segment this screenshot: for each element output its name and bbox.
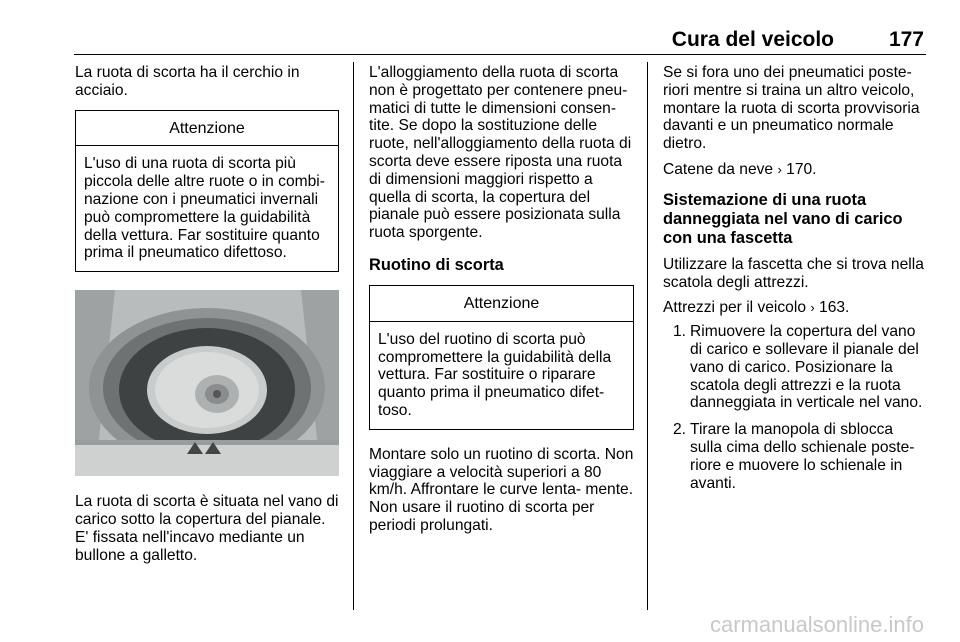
list-item: [663, 421, 928, 492]
column-1: [75, 64, 339, 564]
housing-paragraph: L'alloggiamento della ruota di scorta non è progettato per contenere pneu- matici di tutte le dimensioni consen- tite. Se dopo la sostituzione delle ruote, nell'alloggiamento della ruota di scorta deve essere riposta una ruota di dimensioni maggiori rispetto a quella di scorta, la copertura del pianale può essere posizionata sulla ruota sporgente.: [369, 64, 632, 242]
subheading-ruotino: Ruotino di scorta: [369, 255, 504, 274]
tools-text: Attrezzi per il veicolo: [663, 299, 806, 317]
column-3: [663, 64, 928, 501]
steps-list: [663, 323, 928, 492]
header-rule: [74, 54, 926, 55]
warning-title: Attenzione: [76, 111, 338, 147]
header-title: Cura del veicolo: [671, 28, 834, 51]
step-text: Tirare la manopola di sblocca sulla cima dello schienale poste- riore e muovere lo schienale in avanti.: [690, 421, 915, 492]
reference-arrow-icon: ›: [810, 300, 815, 316]
list-item: [663, 323, 928, 412]
tools-reference: [663, 299, 928, 317]
page-header: [74, 28, 924, 50]
chains-text: Catene da neve: [663, 160, 774, 178]
page-number: 177: [888, 28, 924, 51]
column-divider: [647, 62, 648, 610]
intro-paragraph: La ruota di scorta ha il cerchio in acciaio.: [75, 64, 300, 99]
chains-page-link[interactable]: 170.: [786, 160, 817, 178]
column-2: [369, 64, 634, 535]
column-divider: [353, 62, 354, 610]
step-number: 1.: [673, 323, 687, 341]
ruotino-paragraph: Montare solo un ruotino di scorta. Non viaggiare a velocità superiori a 80 km/h. Affrontare le curve lenta- mente. Non usare il ruotino di scorta per periodi prolungati.: [369, 445, 634, 534]
chains-reference: [663, 161, 928, 179]
warning-box: [369, 285, 634, 430]
tools-page-link[interactable]: 163.: [819, 299, 850, 317]
reference-arrow-icon: ›: [777, 161, 782, 177]
watermark: carmanualsonline.info: [709, 612, 924, 637]
warning-body: L'uso del ruotino di scorta può compromettere la guidabilità della vettura. Far sostituire o riparare quanto prima il pneumatico difet- toso.: [378, 330, 612, 419]
spare-wheel-illustration: [75, 290, 339, 476]
warning-title: Attenzione: [370, 286, 633, 322]
strap-paragraph: Utilizzare la fascetta che si trova nella scatola degli attrezzi.: [663, 255, 924, 291]
towing-paragraph: Se si fora uno dei pneumatici poste- riori mentre si traina un altro veicolo, montare la ruota di scorta provvisoria davanti e un pneumatico normale dietro.: [663, 64, 920, 153]
step-number: 2.: [673, 421, 687, 439]
warning-box: [75, 110, 339, 273]
location-paragraph: La ruota di scorta è situata nel vano di carico sotto la copertura del pianale. E' fissata nell'incavo mediante un bullone a galletto.: [75, 493, 339, 564]
step-text: Rimuovere la copertura del vano di carico e sollevare il pianale del vano di carico. Posizionare la scatola degli attrezzi e la ruota danneggiata in verticale nel vano.: [690, 323, 923, 412]
section-heading: Sistemazione di una ruota danneggiata nel vano di carico con una fascetta: [663, 190, 903, 247]
spare-wheel-photo: [75, 290, 339, 476]
warning-body: L'uso di una ruota di scorta più piccola delle altre ruote o in combi- nazione con i pneumatici invernali può compromettere la guidabilità della vettura. Far sostituire quanto prima il pneumatico difettoso.: [84, 155, 325, 262]
